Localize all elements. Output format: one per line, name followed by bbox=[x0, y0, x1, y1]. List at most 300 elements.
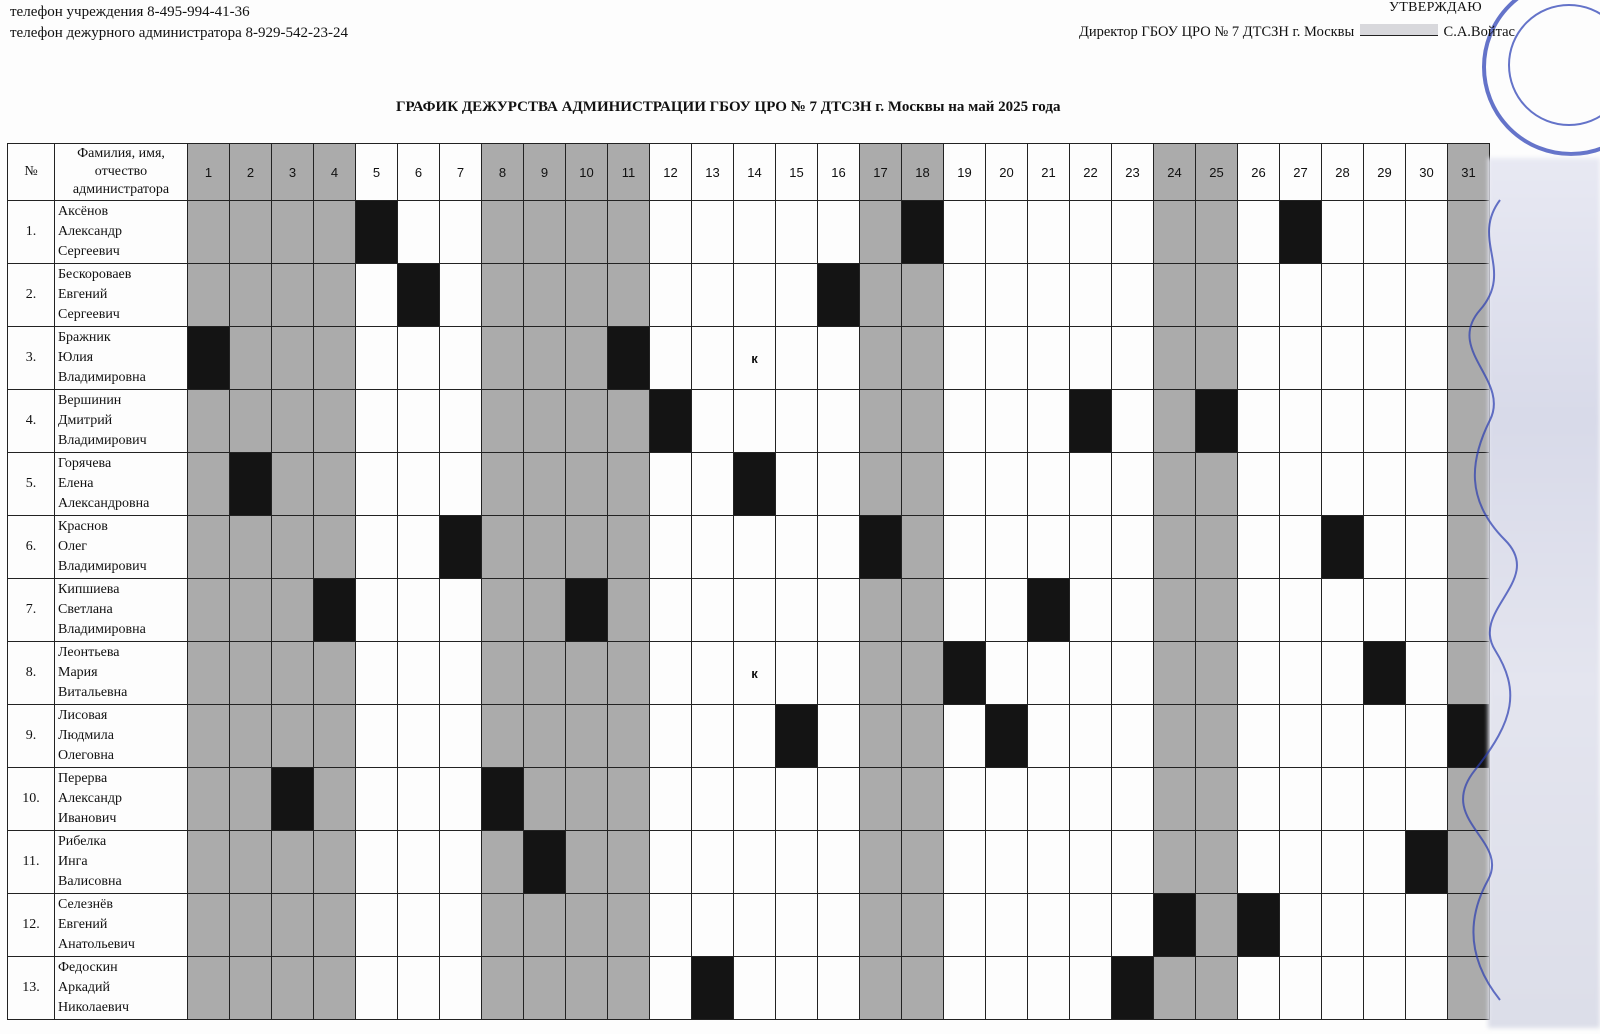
weekend-cell bbox=[566, 894, 608, 957]
day-cell bbox=[1280, 390, 1322, 453]
day-cell bbox=[1070, 453, 1112, 516]
row-number: 5. bbox=[8, 453, 55, 516]
duty-cell bbox=[524, 831, 566, 894]
weekend-cell bbox=[230, 390, 272, 453]
admin-name-part: Александр bbox=[58, 791, 122, 806]
weekend-cell bbox=[608, 957, 650, 1020]
day-cell bbox=[398, 390, 440, 453]
weekend-cell bbox=[1448, 642, 1490, 705]
day-cell bbox=[1070, 201, 1112, 264]
day-cell bbox=[650, 201, 692, 264]
weekend-cell bbox=[566, 957, 608, 1020]
weekend-cell bbox=[608, 831, 650, 894]
weekend-cell bbox=[1196, 453, 1238, 516]
day-cell bbox=[398, 516, 440, 579]
day-header: 12 bbox=[650, 144, 692, 201]
day-cell bbox=[692, 705, 734, 768]
weekend-cell bbox=[860, 957, 902, 1020]
weekend-cell bbox=[188, 453, 230, 516]
weekend-cell bbox=[902, 264, 944, 327]
day-cell bbox=[1406, 201, 1448, 264]
day-cell bbox=[1406, 642, 1448, 705]
duty-cell bbox=[272, 768, 314, 831]
day-cell bbox=[986, 894, 1028, 957]
day-cell bbox=[356, 579, 398, 642]
day-cell bbox=[1238, 957, 1280, 1020]
admin-name bbox=[55, 957, 188, 1020]
weekend-cell bbox=[902, 327, 944, 390]
weekend-cell bbox=[1448, 579, 1490, 642]
duty-cell bbox=[1448, 705, 1490, 768]
weekend-cell bbox=[566, 390, 608, 453]
day-cell bbox=[1280, 768, 1322, 831]
weekend-cell bbox=[524, 264, 566, 327]
day-cell bbox=[1364, 831, 1406, 894]
admin-name-part: Сергеевич bbox=[58, 244, 120, 259]
admin-name bbox=[55, 390, 188, 453]
day-cell bbox=[1322, 957, 1364, 1020]
admin-name-part: Валисовна bbox=[58, 874, 122, 889]
weekend-cell bbox=[902, 579, 944, 642]
table-row bbox=[8, 201, 1490, 264]
weekend-cell bbox=[1196, 579, 1238, 642]
row-number: 8. bbox=[8, 642, 55, 705]
day-cell bbox=[398, 705, 440, 768]
weekend-cell bbox=[272, 390, 314, 453]
weekend-cell bbox=[1448, 327, 1490, 390]
day-cell bbox=[1028, 453, 1070, 516]
day-cell bbox=[1112, 642, 1154, 705]
weekend-cell bbox=[1196, 894, 1238, 957]
day-cell bbox=[692, 327, 734, 390]
weekend-cell bbox=[230, 831, 272, 894]
day-cell bbox=[692, 264, 734, 327]
institution-phone: телефон учреждения 8-495-994-41-36 bbox=[10, 4, 250, 20]
weekend-cell bbox=[1448, 957, 1490, 1020]
weekend-cell bbox=[482, 579, 524, 642]
day-cell bbox=[986, 768, 1028, 831]
weekend-cell bbox=[188, 201, 230, 264]
admin-name-part: Аксёнов bbox=[58, 204, 109, 219]
weekend-cell bbox=[1448, 390, 1490, 453]
weekend-cell bbox=[482, 264, 524, 327]
weekend-cell bbox=[272, 894, 314, 957]
admin-name bbox=[55, 705, 188, 768]
day-cell bbox=[398, 831, 440, 894]
day-header: 15 bbox=[776, 144, 818, 201]
day-cell bbox=[986, 453, 1028, 516]
weekend-cell bbox=[1196, 831, 1238, 894]
duty-cell bbox=[1280, 201, 1322, 264]
day-cell bbox=[734, 390, 776, 453]
day-cell bbox=[1364, 201, 1406, 264]
day-cell bbox=[776, 957, 818, 1020]
weekend-cell bbox=[1448, 894, 1490, 957]
day-cell bbox=[1028, 768, 1070, 831]
day-cell bbox=[692, 642, 734, 705]
weekend-cell bbox=[524, 201, 566, 264]
day-cell bbox=[1322, 390, 1364, 453]
admin-name-part: Горячева bbox=[58, 456, 112, 471]
duty-cell bbox=[650, 390, 692, 453]
weekend-cell bbox=[524, 642, 566, 705]
day-cell bbox=[818, 579, 860, 642]
weekend-cell bbox=[482, 390, 524, 453]
day-header: 18 bbox=[902, 144, 944, 201]
day-cell bbox=[776, 831, 818, 894]
day-cell bbox=[1322, 264, 1364, 327]
weekend-cell bbox=[188, 894, 230, 957]
day-cell bbox=[398, 327, 440, 390]
day-cell bbox=[650, 957, 692, 1020]
weekend-cell bbox=[188, 264, 230, 327]
duty-cell bbox=[1070, 390, 1112, 453]
weekend-cell bbox=[230, 579, 272, 642]
weekend-cell bbox=[314, 327, 356, 390]
duty-cell bbox=[986, 705, 1028, 768]
day-cell bbox=[734, 705, 776, 768]
weekend-cell bbox=[188, 831, 230, 894]
admin-name-part: Евгений bbox=[58, 917, 108, 932]
day-cell bbox=[734, 579, 776, 642]
admin-name bbox=[55, 327, 188, 390]
weekend-cell bbox=[314, 264, 356, 327]
day-cell bbox=[1238, 390, 1280, 453]
day-cell bbox=[692, 201, 734, 264]
day-header: 2 bbox=[230, 144, 272, 201]
redacted-area bbox=[1488, 158, 1600, 1028]
weekend-cell bbox=[524, 957, 566, 1020]
day-header: 31 bbox=[1448, 144, 1490, 201]
admin-name-part: Анатольевич bbox=[58, 937, 135, 952]
day-cell bbox=[398, 894, 440, 957]
weekend-cell bbox=[482, 642, 524, 705]
duty-cell bbox=[440, 516, 482, 579]
weekend-cell bbox=[1154, 201, 1196, 264]
day-cell bbox=[1406, 516, 1448, 579]
day-cell bbox=[1406, 957, 1448, 1020]
day-cell bbox=[1070, 768, 1112, 831]
weekend-cell bbox=[902, 642, 944, 705]
table-row bbox=[8, 516, 1490, 579]
day-cell bbox=[818, 201, 860, 264]
day-cell bbox=[650, 894, 692, 957]
admin-name-part: Краснов bbox=[58, 519, 108, 534]
day-cell bbox=[776, 264, 818, 327]
day-cell bbox=[734, 894, 776, 957]
day-cell bbox=[440, 957, 482, 1020]
admin-name-part: Олег bbox=[58, 539, 88, 554]
col-number-header: № bbox=[8, 144, 55, 201]
weekend-cell bbox=[608, 705, 650, 768]
weekend-cell bbox=[608, 516, 650, 579]
weekend-cell bbox=[1196, 327, 1238, 390]
day-cell bbox=[692, 894, 734, 957]
admin-name-part: Евгений bbox=[58, 287, 108, 302]
duty-cell bbox=[776, 705, 818, 768]
duty-cell bbox=[188, 327, 230, 390]
weekend-cell bbox=[1448, 264, 1490, 327]
day-cell bbox=[440, 831, 482, 894]
day-cell bbox=[986, 327, 1028, 390]
day-cell bbox=[440, 201, 482, 264]
admin-name-part: Сергеевич bbox=[58, 307, 120, 322]
day-cell bbox=[944, 894, 986, 957]
day-cell bbox=[1364, 768, 1406, 831]
weekend-cell bbox=[902, 453, 944, 516]
day-cell bbox=[1028, 516, 1070, 579]
admin-name-part: Владимировна bbox=[58, 622, 146, 637]
weekend-cell bbox=[314, 516, 356, 579]
day-cell bbox=[776, 390, 818, 453]
day-cell bbox=[356, 957, 398, 1020]
day-cell bbox=[1322, 642, 1364, 705]
table-row bbox=[8, 894, 1490, 957]
table-row bbox=[8, 768, 1490, 831]
day-header: 6 bbox=[398, 144, 440, 201]
day-cell bbox=[1112, 579, 1154, 642]
day-cell bbox=[1364, 579, 1406, 642]
day-cell bbox=[1406, 768, 1448, 831]
day-cell bbox=[440, 453, 482, 516]
weekend-cell bbox=[230, 768, 272, 831]
weekend-cell bbox=[314, 894, 356, 957]
admin-name-part: Селезнёв bbox=[58, 897, 113, 912]
admin-name bbox=[55, 831, 188, 894]
row-number: 2. bbox=[8, 264, 55, 327]
weekend-cell bbox=[566, 201, 608, 264]
day-cell bbox=[776, 327, 818, 390]
day-cell bbox=[356, 768, 398, 831]
day-header: 8 bbox=[482, 144, 524, 201]
admin-name-part: Вершинин bbox=[58, 393, 122, 408]
day-cell bbox=[1280, 453, 1322, 516]
day-cell bbox=[1112, 201, 1154, 264]
day-cell bbox=[1070, 894, 1112, 957]
day-cell bbox=[1238, 579, 1280, 642]
row-number: 1. bbox=[8, 201, 55, 264]
weekend-cell bbox=[608, 453, 650, 516]
day-cell bbox=[1112, 453, 1154, 516]
day-cell bbox=[1112, 390, 1154, 453]
day-cell bbox=[1070, 264, 1112, 327]
day-cell bbox=[692, 768, 734, 831]
weekend-cell bbox=[1154, 768, 1196, 831]
day-cell bbox=[818, 831, 860, 894]
day-cell bbox=[986, 264, 1028, 327]
signature-blank bbox=[1360, 24, 1438, 36]
table-row bbox=[8, 579, 1490, 642]
day-cell bbox=[1028, 894, 1070, 957]
day-cell bbox=[1028, 327, 1070, 390]
day-cell bbox=[776, 201, 818, 264]
duty-cell bbox=[398, 264, 440, 327]
admin-name-part: Дмитрий bbox=[58, 413, 113, 428]
admin-name-part: Лисовая bbox=[58, 708, 108, 723]
day-cell bbox=[1070, 327, 1112, 390]
weekend-cell bbox=[608, 579, 650, 642]
director-line bbox=[1079, 24, 1515, 41]
day-cell bbox=[1322, 768, 1364, 831]
weekend-cell bbox=[1154, 453, 1196, 516]
day-cell bbox=[356, 642, 398, 705]
duty-cell bbox=[1364, 642, 1406, 705]
day-cell bbox=[1322, 831, 1364, 894]
day-cell bbox=[1070, 957, 1112, 1020]
admin-name-part: Кипшиева bbox=[58, 582, 120, 597]
day-cell bbox=[356, 516, 398, 579]
table-row bbox=[8, 831, 1490, 894]
day-cell bbox=[818, 957, 860, 1020]
day-cell bbox=[692, 516, 734, 579]
admin-name bbox=[55, 579, 188, 642]
day-cell bbox=[440, 579, 482, 642]
weekend-cell bbox=[1154, 705, 1196, 768]
day-cell bbox=[1238, 516, 1280, 579]
day-cell bbox=[398, 768, 440, 831]
weekend-cell bbox=[482, 201, 524, 264]
duty-cell bbox=[734, 453, 776, 516]
row-number: 13. bbox=[8, 957, 55, 1020]
admin-name-part: Олеговна bbox=[58, 748, 115, 763]
weekend-cell bbox=[230, 642, 272, 705]
weekend-cell bbox=[902, 705, 944, 768]
weekend-cell bbox=[272, 642, 314, 705]
day-cell bbox=[356, 894, 398, 957]
weekend-cell bbox=[566, 705, 608, 768]
row-number: 3. bbox=[8, 327, 55, 390]
day-cell bbox=[1406, 894, 1448, 957]
admin-name-part: Владимирович bbox=[58, 559, 147, 574]
admin-name bbox=[55, 453, 188, 516]
row-number: 9. bbox=[8, 705, 55, 768]
day-cell bbox=[1112, 894, 1154, 957]
day-cell bbox=[818, 642, 860, 705]
day-cell bbox=[1280, 327, 1322, 390]
weekend-cell bbox=[314, 201, 356, 264]
admin-name-part: Перерва bbox=[58, 771, 108, 786]
day-cell bbox=[818, 327, 860, 390]
col-name-header: Фамилия, имя, отчество администратора bbox=[55, 144, 188, 201]
day-cell bbox=[440, 768, 482, 831]
day-header: 29 bbox=[1364, 144, 1406, 201]
day-cell bbox=[398, 453, 440, 516]
day-cell bbox=[776, 579, 818, 642]
day-cell bbox=[1364, 390, 1406, 453]
day-cell bbox=[1280, 516, 1322, 579]
day-cell bbox=[1406, 453, 1448, 516]
weekend-cell bbox=[272, 264, 314, 327]
day-cell bbox=[440, 264, 482, 327]
day-cell bbox=[1364, 264, 1406, 327]
row-number: 10. bbox=[8, 768, 55, 831]
weekend-cell bbox=[1154, 831, 1196, 894]
day-cell bbox=[398, 579, 440, 642]
day-cell bbox=[650, 642, 692, 705]
weekend-cell bbox=[188, 705, 230, 768]
weekend-cell bbox=[482, 327, 524, 390]
duty-cell bbox=[356, 201, 398, 264]
weekend-cell bbox=[272, 957, 314, 1020]
day-header: 14 bbox=[734, 144, 776, 201]
day-cell bbox=[1364, 894, 1406, 957]
weekend-cell bbox=[1448, 831, 1490, 894]
weekend-cell bbox=[1154, 516, 1196, 579]
day-cell bbox=[1364, 705, 1406, 768]
duty-cell bbox=[818, 264, 860, 327]
duty-cell bbox=[1112, 957, 1154, 1020]
day-cell bbox=[1406, 264, 1448, 327]
day-cell bbox=[1322, 453, 1364, 516]
day-header: 23 bbox=[1112, 144, 1154, 201]
weekend-cell bbox=[1154, 957, 1196, 1020]
duty-cell bbox=[1238, 894, 1280, 957]
day-header: 16 bbox=[818, 144, 860, 201]
weekend-cell bbox=[314, 390, 356, 453]
duty-cell bbox=[230, 453, 272, 516]
day-cell bbox=[440, 705, 482, 768]
day-cell bbox=[1238, 201, 1280, 264]
day-cell bbox=[1028, 957, 1070, 1020]
weekend-cell bbox=[188, 579, 230, 642]
weekend-cell bbox=[860, 453, 902, 516]
day-cell bbox=[986, 957, 1028, 1020]
weekend-cell bbox=[314, 642, 356, 705]
weekend-cell bbox=[230, 705, 272, 768]
day-cell bbox=[1364, 327, 1406, 390]
weekend-cell bbox=[230, 957, 272, 1020]
day-cell bbox=[734, 831, 776, 894]
day-cell bbox=[1406, 327, 1448, 390]
weekend-cell bbox=[524, 453, 566, 516]
weekend-cell bbox=[524, 768, 566, 831]
director-title: Директор ГБОУ ЦРО № 7 ДТСЗН г. Москвы bbox=[1078, 24, 1355, 40]
table-row bbox=[8, 642, 1490, 705]
day-header: 24 bbox=[1154, 144, 1196, 201]
weekend-cell bbox=[860, 642, 902, 705]
day-cell bbox=[1280, 264, 1322, 327]
weekend-cell bbox=[230, 894, 272, 957]
day-cell bbox=[440, 390, 482, 453]
day-cell bbox=[776, 894, 818, 957]
day-cell bbox=[692, 831, 734, 894]
weekend-cell bbox=[860, 768, 902, 831]
weekend-cell bbox=[902, 390, 944, 453]
day-cell bbox=[1070, 705, 1112, 768]
weekend-cell bbox=[566, 264, 608, 327]
duty-cell bbox=[566, 579, 608, 642]
weekend-cell bbox=[230, 201, 272, 264]
day-cell bbox=[986, 516, 1028, 579]
admin-name-part: Бражник bbox=[58, 330, 111, 345]
day-cell bbox=[734, 957, 776, 1020]
day-cell bbox=[1028, 642, 1070, 705]
day-cell bbox=[1070, 831, 1112, 894]
day-header: 17 bbox=[860, 144, 902, 201]
day-cell bbox=[1238, 327, 1280, 390]
weekend-cell bbox=[314, 768, 356, 831]
day-cell bbox=[1406, 390, 1448, 453]
day-cell bbox=[1364, 516, 1406, 579]
day-header: 26 bbox=[1238, 144, 1280, 201]
day-cell bbox=[734, 768, 776, 831]
day-header: 19 bbox=[944, 144, 986, 201]
day-cell bbox=[1364, 957, 1406, 1020]
day-cell bbox=[944, 516, 986, 579]
duty-schedule-table bbox=[7, 143, 1490, 1020]
weekend-cell bbox=[902, 831, 944, 894]
weekend-cell bbox=[566, 831, 608, 894]
